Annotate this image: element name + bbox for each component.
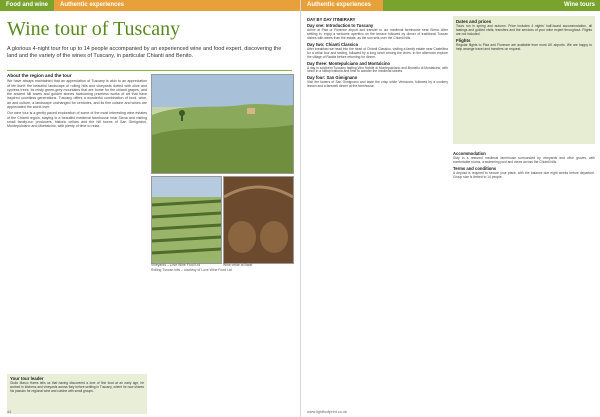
region-heading: About the region and the tour [7, 73, 72, 78]
photo-caption-2: Wine cellar at Banfi [223, 263, 253, 267]
section-label-right: Wine tours [383, 0, 600, 11]
itinerary-heading: DAY BY DAY ITINERARY [307, 17, 356, 22]
day4-heading: Day four: San Gimignano [307, 75, 358, 81]
tour-leader-body: Giulio Marco Harris tells us that having discovered a love of fine food at an early age, he worked in kitchens and vineyards across Italy before settling in Tuscany, where he now shares his passion for regional wine and cuisine with small groups. [10, 381, 144, 393]
day1-body: Arrive at Pisa or Florence airport and transfer to our medieval farmhouse near Siena. After settling in, enjoy a welcome aperitivo on the terrace followed by dinner of traditional Tuscan dishes with wines from the estate, as the sun sets over the Chianti hills. [307, 27, 448, 40]
day3-heading: Day three: Montepulciano and Montalcino [307, 60, 391, 66]
website-url: www.lightfootprint.co.uk [307, 410, 347, 414]
divider [7, 70, 292, 71]
left-header-strip [0, 0, 300, 11]
accommodation-heading: Accommodation [453, 151, 486, 156]
photo-wine-cellar [223, 176, 294, 264]
article-title: Wine tour of Tuscany [7, 18, 181, 40]
region-column [7, 74, 147, 131]
day2-heading: Day two: Chianti Classico [307, 41, 359, 47]
itinerary-column [307, 16, 448, 91]
flights-heading: Flights [456, 38, 471, 44]
right-header-strip [301, 0, 600, 11]
accommodation-body: Stay in a restored medieval farmhouse surrounded by vineyards and olive groves, with comfortable rooms, a swimming pool and views across the Chianti hills. [453, 155, 595, 164]
day2-body: After breakfast we head into the heart of Chianti Classico, visiting a family estate near Castellina for a cellar tour and tasting, followed by a long lunch among the vines. In the afternoon explore the village of Radda before returning for dinner. [307, 46, 448, 59]
article-lede: A glorious 4-night tour for up to 14 people accompanied by an experienced wine and food expert, discovering the land and the variety of the wines of Tuscany, in particular Chianti and Benito. [7, 46, 282, 59]
practical-column [453, 150, 595, 181]
dates-prices-body: Tours run in spring and autumn. Price includes 4 nights’ half-board accommodation, all tastings and guided visits, transfers and the services of your wine expert throughout. Flights are not included. [456, 24, 592, 36]
right-page [300, 0, 600, 417]
region-body-2: Our wine tour is a gently paced exploration of some of the most interesting wine estates of the Chianti region, staying in a beautiful medieval farmhouse near Siena and visiting small family-run producers, historic cellars and the hill towns of San Gimignano, Montepulciano and Montalcino, with plenty of time to relax. [7, 111, 147, 129]
day3-body: A day in southern Tuscany tasting Vino Nobile di Montepulciano and Brunello di Montalcino, with lunch in a hilltop trattoria and time to wander the medieval streets. [307, 65, 448, 74]
photo-caption-3: Rolling Tuscan hills – courtesy of Love Wine Food Ltd [151, 268, 232, 272]
photo-caption-1: Vineyards – Love Wine Food Ltd [151, 263, 201, 267]
topic-label-right-visible: Authentic experiences [301, 0, 383, 11]
terms-heading: Terms and conditions [453, 165, 497, 171]
dates-prices-panel [453, 16, 595, 144]
dates-prices-heading: Dates and prices [456, 19, 492, 24]
region-body: We have always maintained that an appreciation of Tuscany is akin to an appreciation of life itself: the beautiful landscape of rolling hills and vineyards dotted with olive and cypress trees, its misty green-grey mountains that are home for the chianti grapes, and the ancient hill towns and golden stones harbouring priceless works of art that have inspired countless generations. Tuscany offers a wonderful combination of food, wine, art and culture, a landscape unchanged for centuries, and its fine cuisine and wines are appreciated the world over. [7, 79, 147, 110]
terms-body: A deposit is required to secure your place, with the balance due eight weeks before departure. Group size is limited to 14 people. [453, 170, 595, 179]
photo-rolling-hills [151, 74, 294, 174]
day1-heading: Day one: Introduction to Tuscany [307, 22, 374, 28]
day4-body: Visit the towers of San Gimignano and taste the crisp white Vernaccia, followed by a cookery lesson and a farewell dinner at the farmhouse. [307, 80, 448, 89]
flights-body: Regular flights to Pisa and Florence are available from most UK airports. We are happy to help arrange travel and transfers on request. [456, 43, 592, 52]
tour-leader-heading: Your tour leader [10, 376, 44, 381]
page-number: 44 [7, 410, 12, 414]
topic-label: Authentic experiences [54, 0, 300, 11]
tour-leader-box [7, 374, 147, 414]
photo-vineyard [151, 176, 222, 264]
section-label: Food and wine [0, 0, 54, 11]
